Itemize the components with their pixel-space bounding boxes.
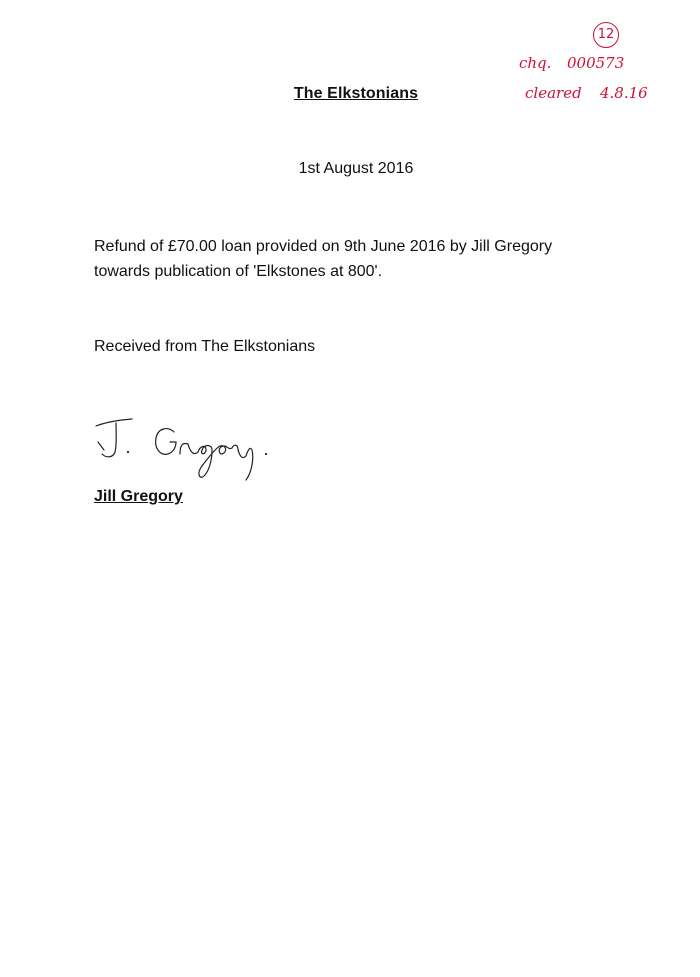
refund-description-line-2: towards publication of 'Elkstones at 800'. (94, 263, 383, 280)
refund-description-line-1: Refund of £70.00 loan provided on 9th June 2016 by Jill Gregory (94, 238, 553, 255)
refund-description (94, 234, 654, 284)
annotation-cleared-label: cleared (525, 84, 582, 102)
received-from-text: Received from The Elkstonians (94, 338, 316, 355)
annotation-cleared-date: 4.8.16 (600, 84, 648, 102)
annotation-circled-number: 12 (593, 22, 619, 48)
signature (86, 406, 286, 486)
document-title: The Elkstonians (293, 85, 419, 102)
annotation-cheque-number: 000573 (567, 54, 625, 72)
document-date: 1st August 2016 (298, 160, 414, 177)
annotation-cheque-label: chq. (519, 54, 552, 72)
signer-name: Jill Gregory (94, 488, 183, 505)
